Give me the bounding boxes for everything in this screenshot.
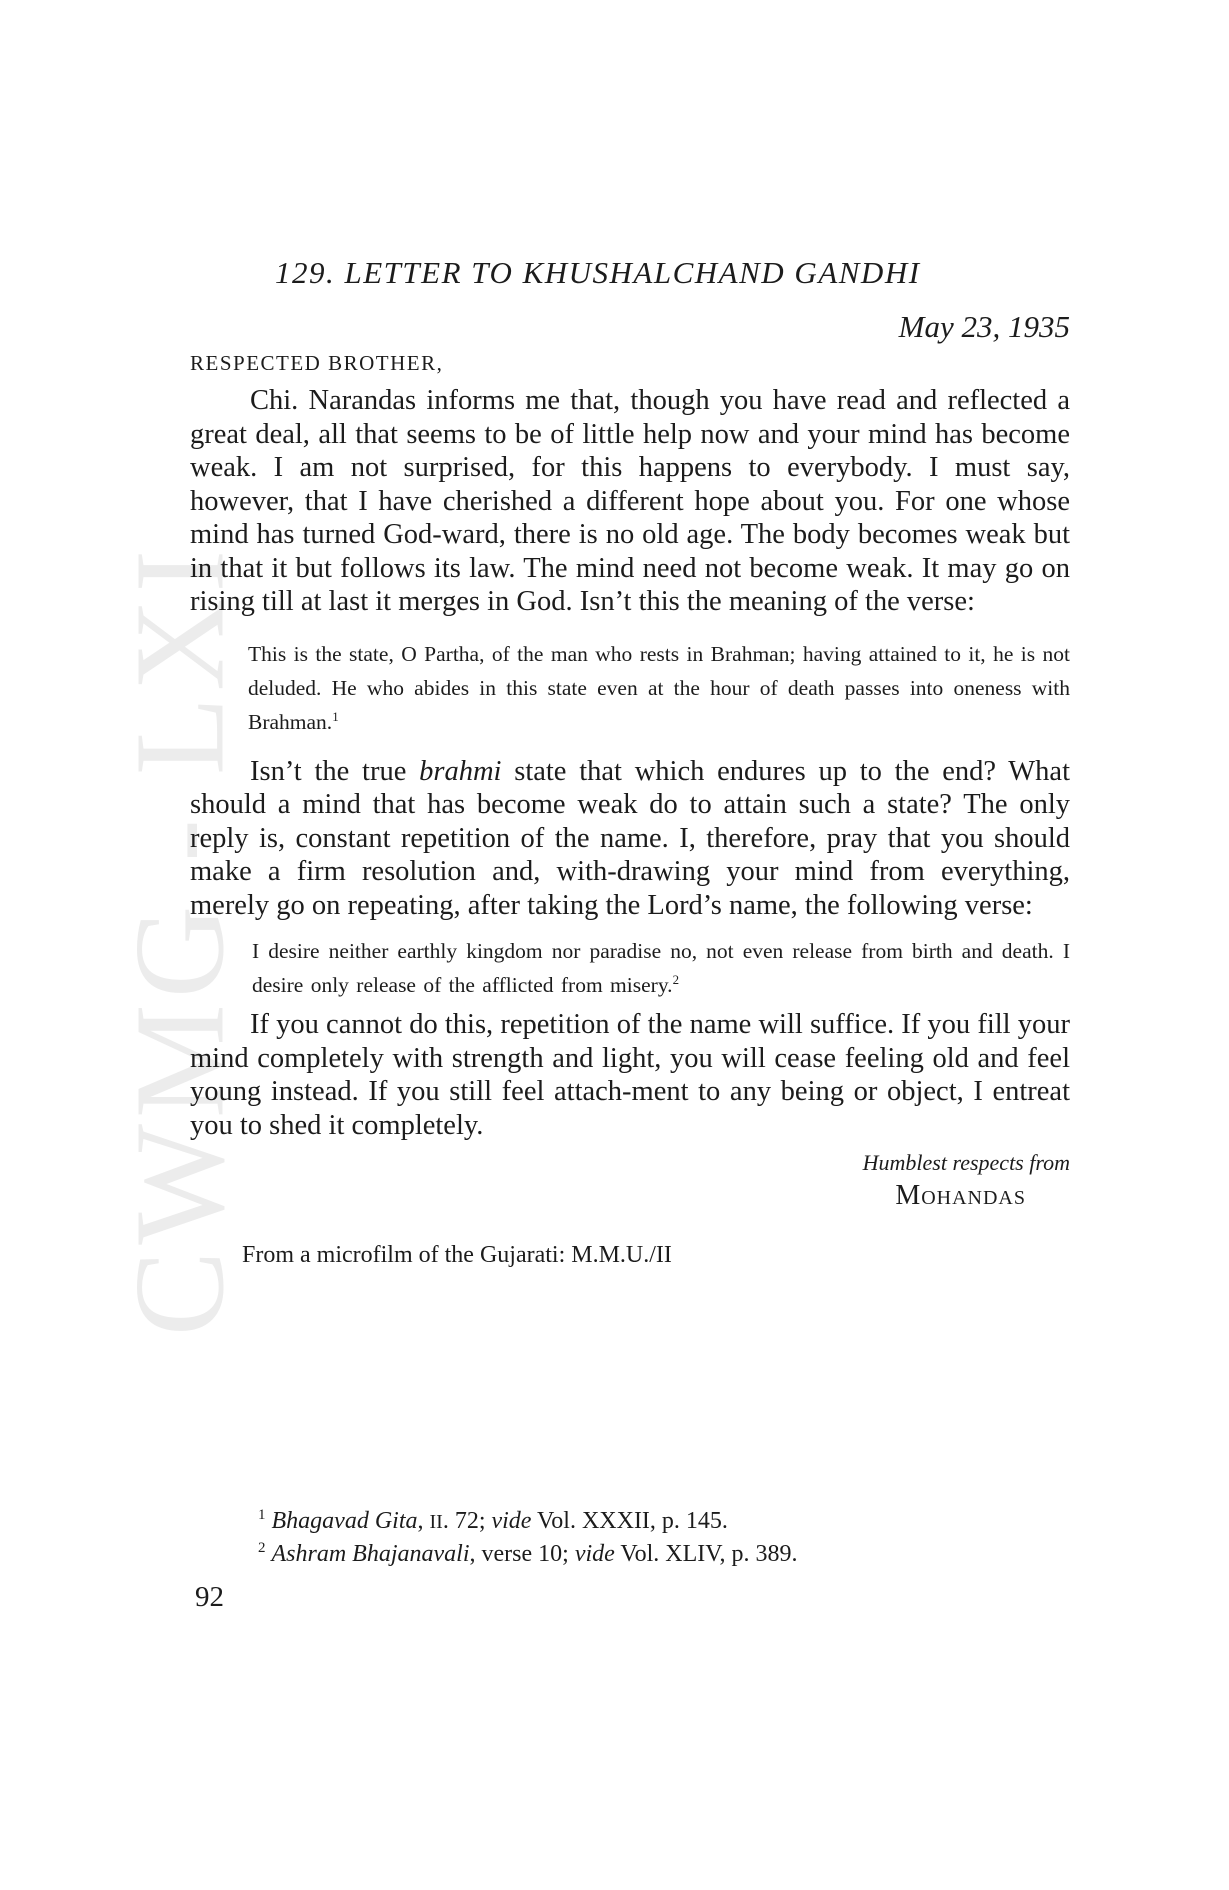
page-number: 92 [195,1581,224,1613]
footnote-2-verse: , verse 10; [469,1541,575,1567]
source-note: From a microfilm of the Gujarati: M.M.U./II [242,1242,672,1268]
paragraph-3: If you cannot do this, repetition of the name will suffice. If you fill your mind completely with strength and light, you will cease feeling old and feel young instead. If you still feel attach-ment to any being or object, I entreat you to shed it completely. [190,1009,1070,1141]
quote-2-text: I desire neither earthly kingdom nor paradise no, not even release from birth and death. I desire only release of the afflicted from misery. [252,939,1070,997]
paragraph-1: Chi. Narandas informs me that, though you have read and reflected a great deal, all that seems to be of little help now and your mind has become weak. I am not surprised, for this happens to everybody. I must say, however, that I have cherished a different hope about you. For one whose mind has turned God-ward, there is no old age. The body becomes weak but in that it but follows its law. The mind need not become weak. It may go on rising till at last it merges in God. Isn’t this the meaning of the verse: [190,385,1070,617]
footnote-1-volume: Vol. XXXII, p. 145. [531,1508,728,1534]
paragraph-2-before: Isn’t the true [250,755,420,787]
closing-line: Humblest respects from [862,1150,1070,1175]
footnote-1-title: Bhagavad Gita [271,1508,418,1534]
salutation: RESPECTED BROTHER, [190,351,444,375]
quote-1 [248,637,1070,739]
footnote-1-sep: , [417,1508,430,1534]
footnote-1-number: 1 [258,1507,266,1523]
letter-content [190,255,1070,1269]
signature: Mohandas [895,1180,1026,1211]
footnote-2-title: Ashram Bhajanavali [271,1541,470,1567]
footnote-1-verse: . 72; [442,1508,492,1534]
footnote-2-vide: vide [574,1541,615,1567]
quote-1-text: This is the state, O Partha, of the man who rests in Brahman; having attained to it, he is not deluded. He who abides in this state even at the hour of death passes into oneness with Brahman. [248,641,1070,734]
footnote-1-chapter: II [429,1511,443,1533]
footnote-2-number: 2 [258,1540,266,1556]
footnote-1-vide: vide [491,1508,532,1534]
paragraph-2 [190,755,1070,923]
footnotes [258,1505,798,1570]
letter-date: May 23, 1935 [898,309,1070,344]
paragraph-2-emphasis: brahmi [419,755,502,787]
footnote-marker-2: 2 [672,972,680,987]
footnote-marker-1: 1 [332,709,339,724]
footnote-1 [258,1505,798,1538]
watermark-text: CWMG - LXI [108,543,251,1337]
letter-heading: 129. LETTER TO KHUSHALCHAND GANDHI [275,255,921,290]
paragraph-2-after: state that which endures up to the end? What should a mind that has become weak do to attain such a state? The only reply is, constant repetition of the name. I, therefore, pray that you should make a firm resolution and, with-drawing your mind from everything, merely go on repeating, after taking the Lord’s name, the following verse: [190,755,1070,921]
footnote-2 [258,1538,798,1570]
quote-2 [252,934,1070,1002]
footnote-2-volume: Vol. XLIV, p. 389. [614,1541,798,1567]
